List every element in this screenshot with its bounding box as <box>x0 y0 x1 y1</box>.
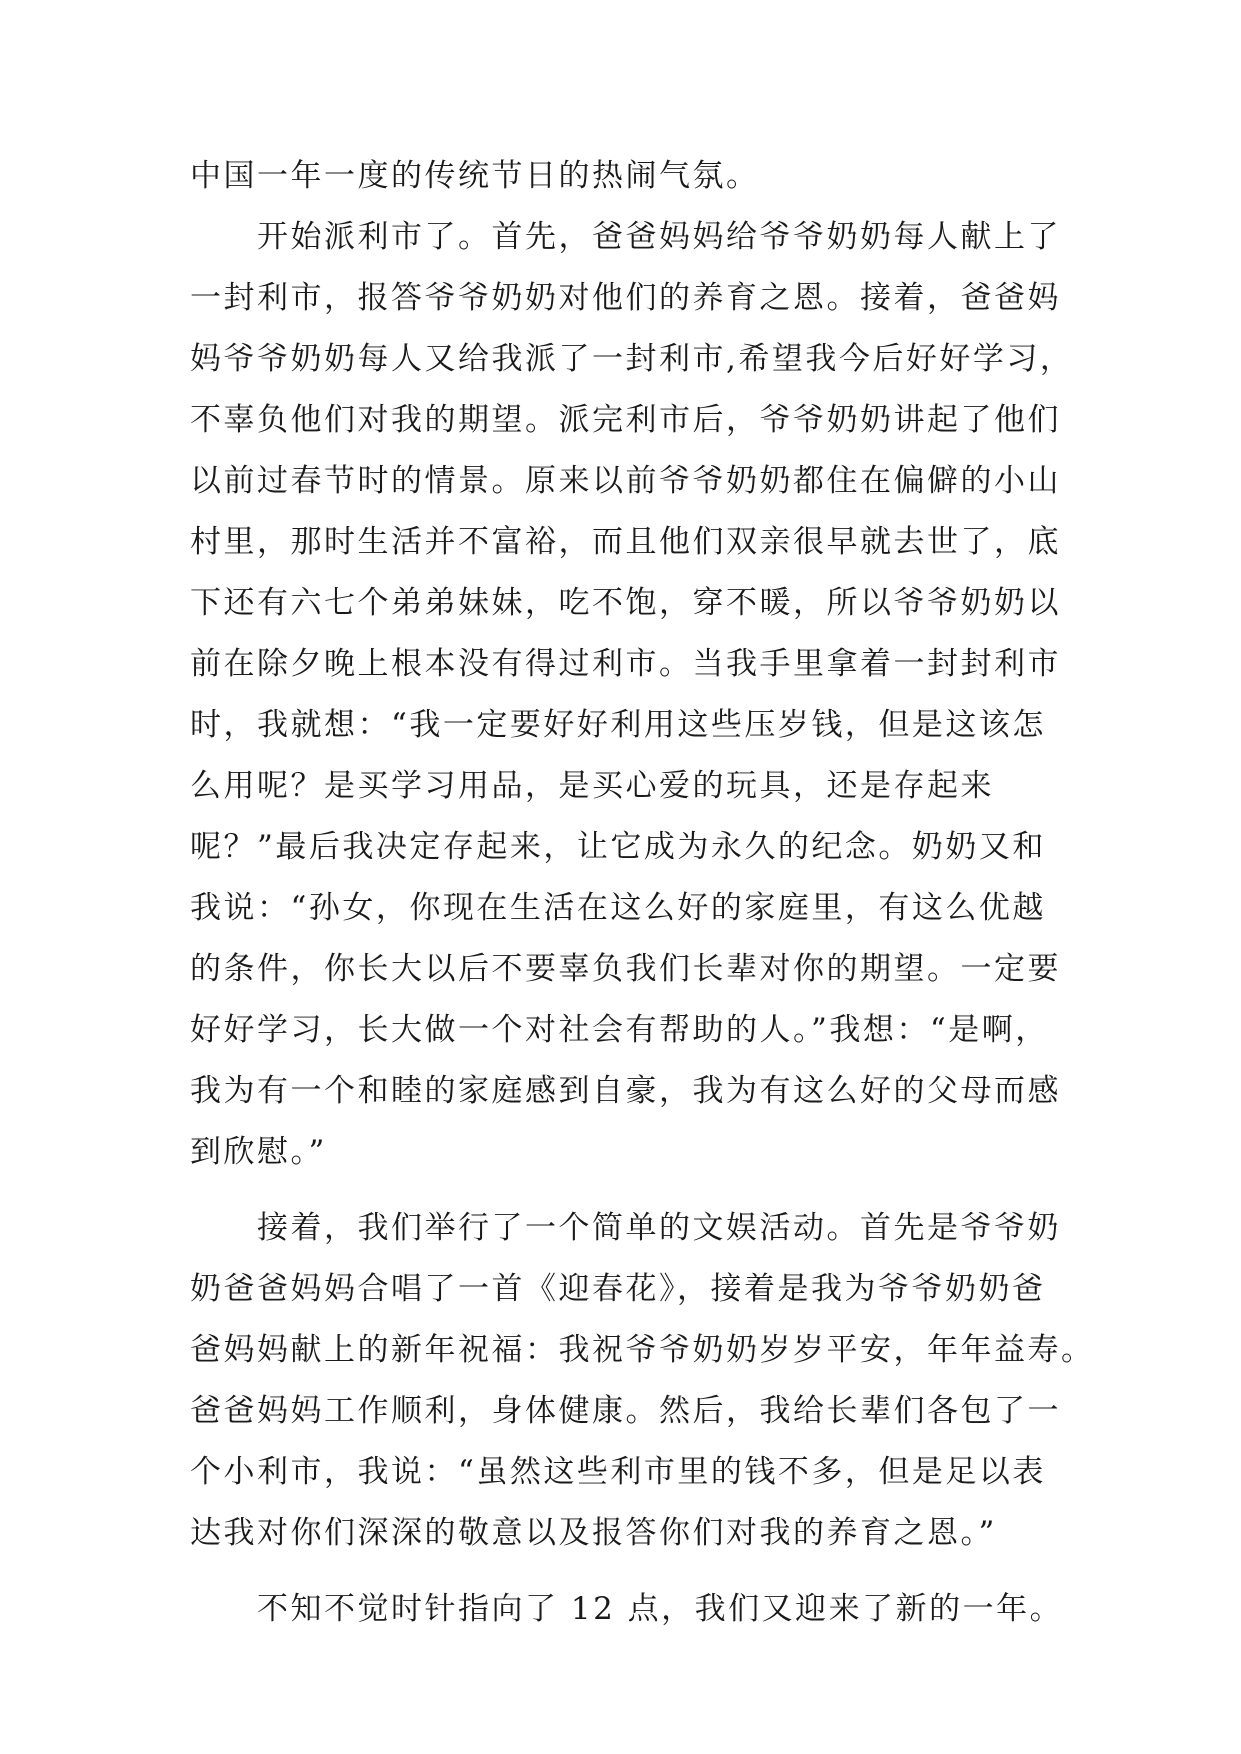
text-line: 不知不觉时针指向了 12 点，我们又迎来了新的一年。 <box>190 1591 1064 1627</box>
paragraph-4 <box>190 1579 1064 1640</box>
text-line: 村里，那时生活并不富裕，而且他们双亲很早就去世了，底 <box>190 524 1061 560</box>
text-line: 一封利市，报答爷爷奶奶对他们的养育之恩。接着，爸爸妈 <box>190 280 1061 316</box>
paragraph-spacing <box>190 1183 1060 1198</box>
text-line: 我为有一个和睦的家庭感到自豪，我为有这么好的父母而感 <box>190 1073 1061 1109</box>
text-line: 好好学习，长大做一个对社会有帮助的人。”我想：“是啊， <box>190 1012 1049 1048</box>
text-line: 个小利市，我说：“虽然这些利市里的钱不多，但是足以表 <box>190 1454 1046 1490</box>
text-line: 以前过春节时的情景。原来以前爷爷奶奶都住在偏僻的小山 <box>190 463 1061 499</box>
text-line: 到欣慰。” <box>190 1134 327 1170</box>
text-line: 爸爸妈妈工作顺利，身体健康。然后，我给长辈们各包了一 <box>190 1393 1061 1429</box>
text-line: 不辜负他们对我的期望。派完利市后，爷爷奶奶讲起了他们 <box>190 402 1061 438</box>
text-line: 开始派利市了。首先，爸爸妈妈给爷爷奶奶每人献上了 <box>190 219 1061 255</box>
body-text <box>190 146 1095 1640</box>
text-line: 接着，我们举行了一个简单的文娱活动。首先是爷爷奶 <box>190 1210 1061 1246</box>
text-line: 奶爸爸妈妈合唱了一首《迎春花》，接着是我为爷爷奶奶爸 <box>190 1271 1046 1307</box>
text-line: 么用呢？是买学习用品，是买心爱的玩具，还是存起来 <box>190 768 994 804</box>
text-line: 下还有六七个弟弟妹妹，吃不饱，穿不暖，所以爷爷奶奶以 <box>190 585 1061 621</box>
text-line: 呢？”最后我决定存起来，让它成为永久的纪念。奶奶又和 <box>190 829 1046 865</box>
text-line: 妈爷爷奶奶每人又给我派了一封利市,希望我今后好好学习， <box>190 341 1074 377</box>
paragraph-1 <box>190 146 1060 207</box>
text-line: 爸妈妈献上的新年祝福：我祝爷爷奶奶岁岁平安，年年益寿。 <box>190 1332 1095 1368</box>
text-line: 达我对你们深深的敬意以及报答你们对我的养育之恩。” <box>190 1515 997 1551</box>
text-line: 的条件，你长大以后不要辜负我们长辈对你的期望。一定要 <box>190 951 1061 987</box>
text-line: 时，我就想：“我一定要好好利用这些压岁钱，但是这该怎 <box>190 707 1046 743</box>
paragraph-spacing <box>190 1564 1060 1579</box>
paragraph-3 <box>190 1198 1095 1564</box>
text-line: 前在除夕晚上根本没有得过利市。当我手里拿着一封封利市 <box>190 646 1061 682</box>
paragraph-2 <box>190 207 1074 1183</box>
text-line: 我说：“孙女，你现在生活在这么好的家庭里，有这么优越 <box>190 890 1046 926</box>
text-line: 中国一年一度的传统节日的热闹气氛。 <box>190 158 760 194</box>
